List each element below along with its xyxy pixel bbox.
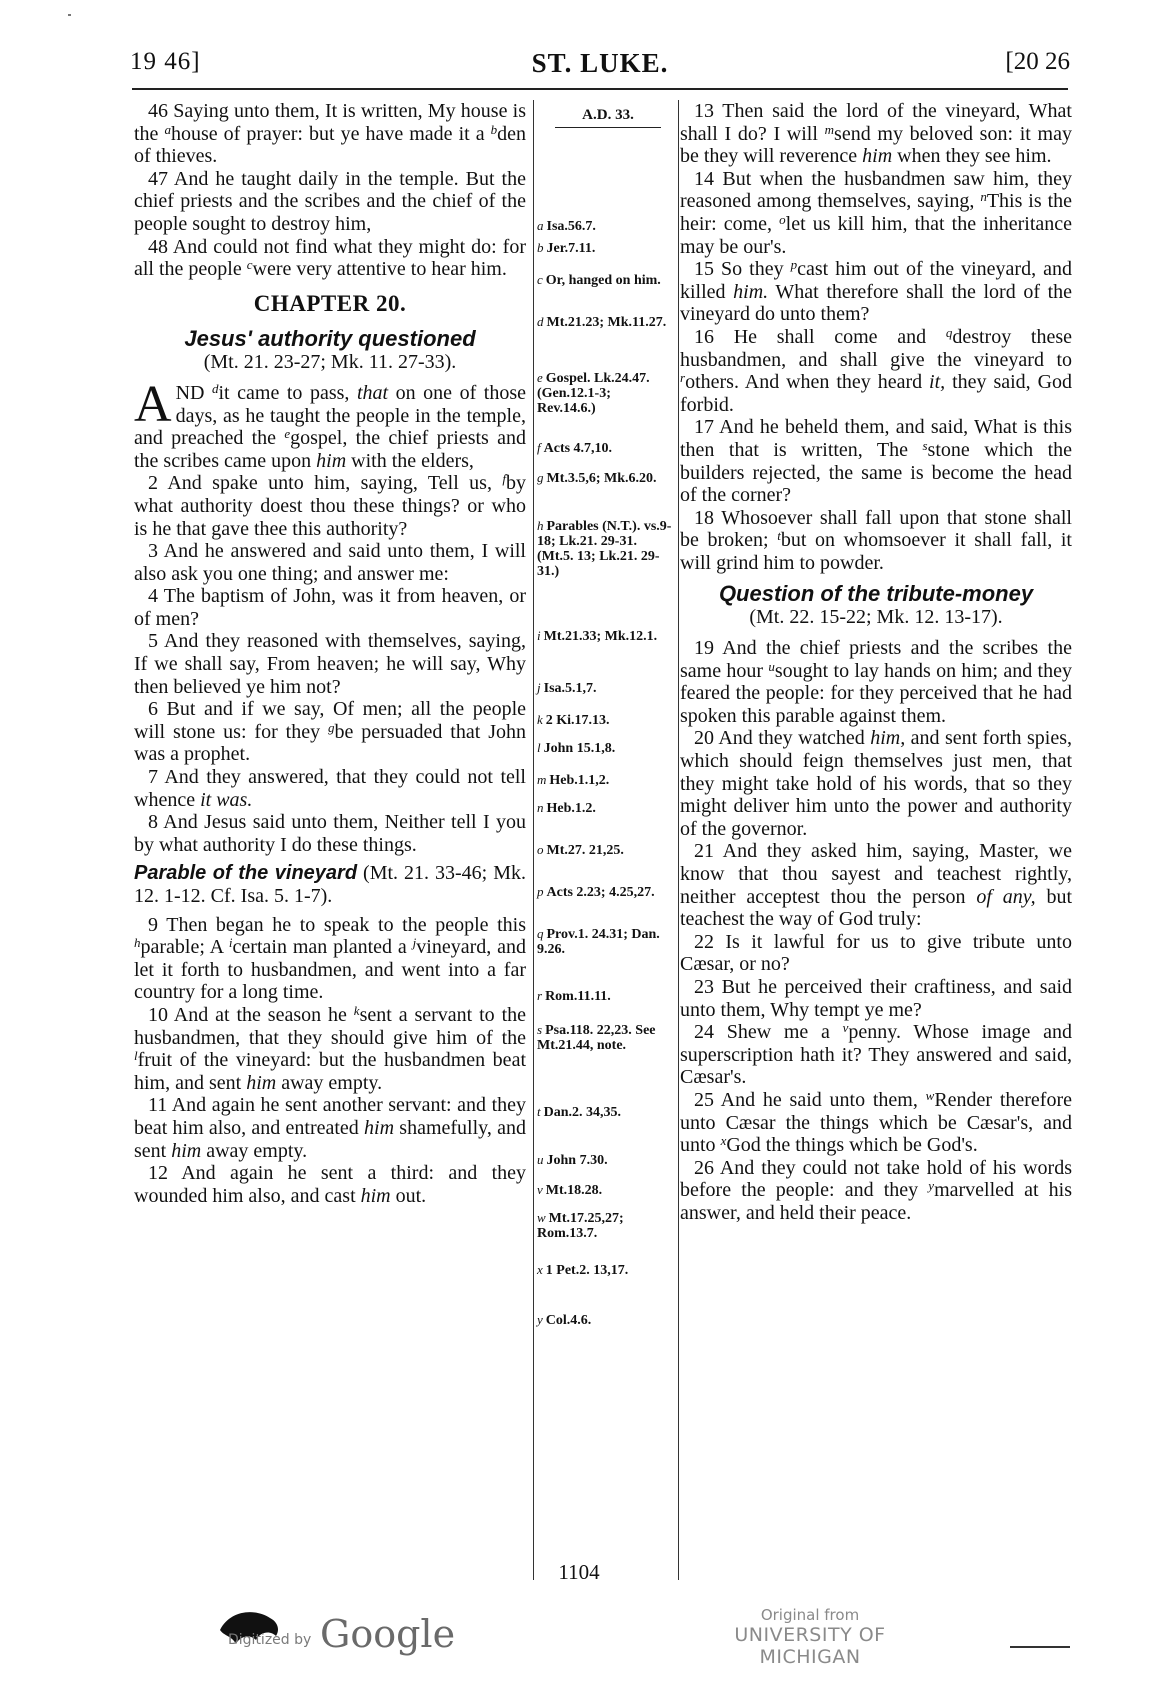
verse-23: 23 But he perceived their craftiness, and said unto them, Why tempt ye me? — [680, 975, 1072, 1021]
margin-ref-a: a Isa.56.7. — [537, 218, 596, 234]
verse-10: 10 And at the season he $^k$sent a servant to the husbandmen, that they should give him of the $^l$fruit of the vineyard: but the husbandmen beat him, and sent him away empty. — [134, 1002, 527, 1094]
scan-mark-bottom — [1010, 1646, 1070, 1648]
source-credit — [690, 1606, 930, 1668]
margin-ref-s: s Psa.118. 22,23. See Mt.21.44, note. — [537, 1022, 656, 1053]
margin-ref-x: x 1 Pet.2. 13,17. — [537, 1262, 629, 1278]
verse-11: 11 And again he sent another servant: and they beat him also, and entreated him shamefully, and sent him away empty. — [134, 1094, 526, 1162]
verse-46: 46 Saying unto them, It is written, My house is the $^a$house of prayer: but ye have made it a $^b$den of thieves. — [134, 100, 527, 168]
verse-20: 20 And they watched him, and sent forth spies, which should feign themselves just men, that they might take hold of his words, that so they might deliver him unto the power and authority of the governor. — [680, 727, 1072, 840]
digitized-label: Digitized by — [228, 1632, 312, 1648]
margin-ref-f: f Acts 4.7,10. — [537, 440, 613, 456]
margin-ref-g: g Mt.3.5,6; Mk.6.20. — [537, 470, 657, 486]
margin-ref-m: m Heb.1.1,2. — [537, 772, 610, 788]
section-parallel-refs-tribute: (Mt. 22. 15-22; Mk. 12. 13-17). — [749, 606, 1003, 629]
verse-47: 47 And he taught daily in the temple. But the chief priests and the scribes and the chief of the people sought to destroy him, — [134, 167, 526, 235]
verse-14: 14 But when the husbandmen saw him, they reasoned among themselves, saying, $^n$This is the heir: come, $^o$let us kill him, that the inheritance may be our's. — [680, 167, 1073, 258]
verse-6: 6 But and if we say, Of men; all the people will stone us: for they $^g$be persuaded that John was a prophet. — [134, 698, 526, 766]
margin-references — [537, 100, 675, 1328]
margin-ref-l: l John 15.1,8. — [537, 740, 616, 756]
header-verse-range-end: [20 26 — [1005, 48, 1070, 75]
verse-48: 48 And could not find what they might do: for all the people $^c$were very attentive to hear him. — [134, 235, 526, 281]
verse-19: 19 And the chief priests and the scribes the same hour $^u$sought to lay hands on him; and they feared the people: for they perceived that he had spoken this parable against them. — [680, 637, 1072, 727]
verse-24: 24 Shew me a $^v$penny. Whose image and superscription hath it? They answered and said, Cæsar's. — [680, 1020, 1073, 1089]
verse-15: 15 So they $^p$cast him out of the vineyard, and killed him. What therefore shall the lord of the vineyard do unto them? — [680, 257, 1073, 326]
original-from-label: Original from — [760, 1606, 860, 1624]
library-name: UNIVERSITY OF MICHIGAN — [734, 1624, 886, 1668]
scan-mark — [68, 14, 71, 16]
verse-18: 18 Whosoever shall fall upon that stone shall be broken; $^t$but on whomsoever it shall fall, it will grind him to powder. — [680, 506, 1072, 574]
header-rule — [132, 88, 1068, 90]
verse-3: 3 And he answered and said unto them, I will also ask you one thing; and answer me: — [134, 540, 526, 585]
verse-25: 25 And he said unto them, $^w$Render therefore unto Cæsar the things which be Cæsar's, and unto $^x$God the things which be God's. — [680, 1087, 1073, 1157]
column-rule-right — [678, 100, 679, 1580]
header-verse-range-start: 19 46] — [130, 48, 201, 75]
verse-16: 16 He shall come and $^q$destroy these husbandmen, and shall give the vineyard to $^r$others. And when they heard it, they said, God forbid. — [680, 324, 1073, 416]
margin-ref-b: b Jer.7.11. — [537, 240, 596, 256]
margin-ref-p: p Acts 2.23; 4.25,27. — [537, 884, 655, 900]
era-label: A.D. 33. — [555, 100, 661, 128]
margin-ref-u: u John 7.30. — [537, 1152, 608, 1168]
column-rule-left — [533, 100, 534, 1580]
margin-ref-h: h Parables (N.T.). vs.9-18; Lk.21. 29-31. (Mt.5. 13; Lk.21. 29-31.) — [537, 518, 672, 579]
margin-ref-k: k 2 Ki.17.13. — [537, 712, 610, 728]
chapter-heading: CHAPTER 20. — [253, 290, 407, 316]
verse-7: 7 And they answered, that they could not tell whence it was. — [134, 766, 526, 811]
verse-9: 9 Then began he to speak to the people this $^h$parable; A $^i$certain man planted a $^j$vineyard, and let it forth to husbandmen, and went into a far country for a long time. — [134, 913, 527, 1004]
section-parallel-refs: (Mt. 21. 23-27; Mk. 11. 27-33). — [203, 351, 457, 374]
margin-ref-v: v Mt.18.28. — [537, 1182, 603, 1198]
section-heading-vineyard: Parable of the vineyard (Mt. 21. 33-46; Mk. 12. 1-12. Cf. Isa. 5. 1-7). — [134, 862, 527, 907]
verse-12: 12 And again he sent a third: and they wounded him also, and cast him out. — [134, 1162, 526, 1207]
margin-ref-t: t Dan.2. 34,35. — [537, 1104, 622, 1120]
right-text-column — [680, 100, 1072, 1225]
margin-ref-w: w Mt.17.25,27; Rom.13.7. — [537, 1210, 624, 1241]
margin-ref-e: e Gospel. Lk.24.47. (Gen.12.1-3; Rev.14.6.) — [537, 370, 650, 416]
verse-2: 2 And spake unto him, saying, Tell us, $^f$by what authority doest thou these things? or who is he that gave thee this authority? — [134, 471, 526, 540]
page-number: 1104 — [558, 1560, 600, 1584]
section-heading: Jesus' authority questioned — [184, 326, 476, 352]
drop-cap: A — [134, 375, 172, 433]
margin-ref-j: j Isa.5.1,7. — [537, 680, 597, 696]
header-book-title: ST. LUKE. — [531, 48, 669, 78]
verse-8: 8 And Jesus said unto them, Neither tell I you by what authority I do these things. — [134, 811, 526, 856]
margin-ref-r: r Rom.11.11. — [537, 988, 611, 1004]
margin-ref-i: i Mt.21.33; Mk.12.1. — [537, 628, 658, 644]
margin-ref-n: n Heb.1.2. — [537, 800, 596, 816]
margin-ref-c: c Or, hanged on him. — [537, 272, 661, 288]
verse-1: AND $^d$it came to pass, that on one of those days, as he taught the people in the temple, and preached the $^e$gospel, the chief priests and the scribes came upon him with the elders, — [134, 375, 527, 472]
margin-ref-o: o Mt.27. 21,25. — [537, 842, 624, 858]
left-text-column — [134, 100, 526, 1207]
margin-ref-y: y Col.4.6. — [537, 1312, 592, 1328]
verse-5: 5 And they reasoned with themselves, saying, If we shall say, From heaven; he will say, Why then believed ye him not? — [134, 630, 526, 698]
margin-ref-d: d Mt.21.23; Mk.11.27. — [537, 314, 667, 330]
section-heading-tribute: Question of the tribute-money — [718, 581, 1034, 607]
verse-4: 4 The baptism of John, was it from heaven, or of men? — [134, 585, 526, 630]
google-wordmark: Google — [320, 1612, 456, 1656]
verse-17: 17 And he beheld them, and said, What is this then that is written, The $^s$stone which the builders rejected, the same is become the head of the corner? — [680, 416, 1073, 507]
verse-22: 22 Is it lawful for us to give tribute unto Cæsar, or no? — [680, 930, 1072, 976]
margin-ref-q: q Prov.1. 24.31; Dan. 9.26. — [537, 926, 660, 957]
verse-26: 26 And they could not take hold of his words before the people: and they $^y$marvelled at his answer, and held their peace. — [680, 1156, 1073, 1224]
running-header — [130, 48, 1070, 88]
verse-13: 13 Then said the lord of the vineyard, What shall I do? I will $^m$send my beloved son: it may be they will reverence him when they see him. — [680, 100, 1072, 168]
verse-21: 21 And they asked him, saying, Master, we know that thou sayest and teachest rightly, neither acceptest thou the person of any, but teachest the way of God truly: — [680, 840, 1072, 931]
